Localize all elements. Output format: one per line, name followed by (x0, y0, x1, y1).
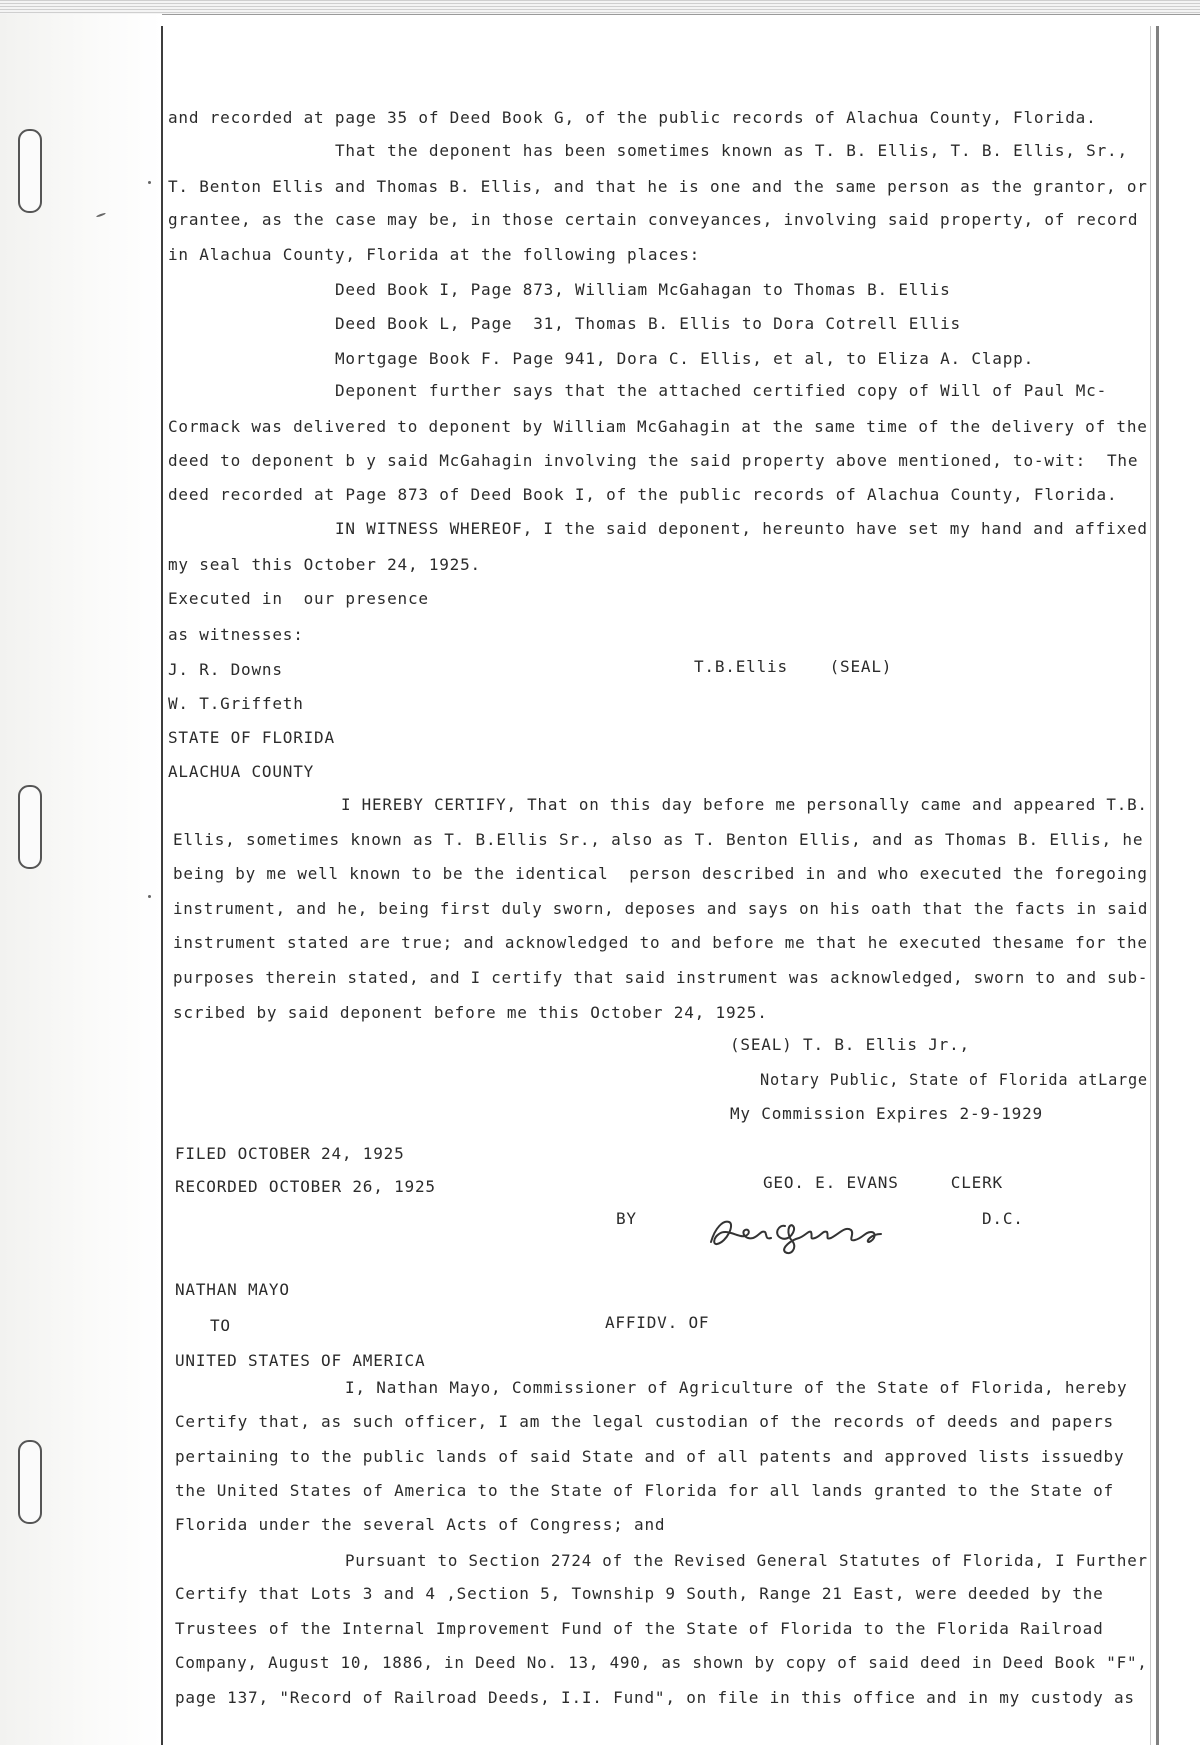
text-line: BY (616, 1209, 637, 1228)
text-line: deed to deponent b y said McGahagin involving the said property above mentioned, to-wit: The (168, 451, 1139, 470)
text-line: purposes therein stated, and I certify that said instrument was acknowledged, sworn to and sub- (173, 968, 1149, 987)
text-line: J. R. Downs (168, 660, 283, 679)
text-line: GEO. E. EVANS CLERK (763, 1173, 1003, 1192)
text-line: in Alachua County, Florida at the following places: (168, 245, 701, 264)
text-line: Executed in our presence (168, 589, 429, 608)
text-line: Florida under the several Acts of Congress; and (175, 1515, 666, 1534)
text-line: RECORDED OCTOBER 26, 1925 (175, 1177, 436, 1196)
handwritten-signature (705, 1208, 945, 1258)
text-line: I HEREBY CERTIFY, That on this day before me personally came and appeared T.B. (341, 795, 1148, 814)
text-line: being by me well known to be the identical person described in and who executed the foregoing (173, 864, 1148, 883)
text-line: T. Benton Ellis and Thomas B. Ellis, and that he is one and the same person as the grantor, or (168, 177, 1148, 196)
text-line: IN WITNESS WHEREOF, I the said deponent, hereunto have set my hand and affixed (335, 519, 1148, 538)
text-line: FILED OCTOBER 24, 1925 (175, 1144, 405, 1163)
text-line: D.C. (982, 1209, 1024, 1228)
text-line: instrument, and he, being first duly sworn, deposes and says on his oath that the facts in said (173, 899, 1149, 918)
text-line: and recorded at page 35 of Deed Book G, of the public records of Alachua County, Florida. (168, 108, 1097, 127)
text-line: Trustees of the Internal Improvement Fund of the State of Florida to the Florida Railroad (175, 1619, 1104, 1638)
text-line: Pursuant to Section 2724 of the Revised General Statutes of Florida, I Further (345, 1551, 1148, 1570)
text-line: Mortgage Book F. Page 941, Dora C. Ellis, et al, to Eliza A. Clapp. (335, 349, 1034, 368)
text-line: pertaining to the public lands of said State and of all patents and approved lists issuedby (175, 1447, 1125, 1466)
text-line: deed recorded at Page 873 of Deed Book I, of the public records of Alachua County, Florida. (168, 485, 1118, 504)
text-line: AFFIDV. OF (605, 1313, 710, 1332)
text-line: as witnesses: (168, 625, 304, 644)
text-line: W. T.Griffeth (168, 694, 304, 713)
text-line: UNITED STATES OF AMERICA (175, 1351, 426, 1370)
text-line: scribed by said deponent before me this October 24, 1925. (173, 1003, 768, 1022)
text-line: page 137, "Record of Railroad Deeds, I.I. Fund", on file in this office and in my custody as (175, 1688, 1135, 1707)
text-line: Certify that Lots 3 and 4 ,Section 5, Township 9 South, Range 21 East, were deeded by the (175, 1584, 1104, 1603)
text-line: My Commission Expires 2-9-1929 (730, 1104, 1043, 1123)
text-line: (SEAL) T. B. Ellis Jr., (730, 1035, 970, 1054)
text-line: Certify that, as such officer, I am the legal custodian of the records of deeds and papers (175, 1412, 1114, 1431)
text-line: Deed Book I, Page 873, William McGahagan to Thomas B. Ellis (335, 280, 951, 299)
text-line: my seal this October 24, 1925. (168, 555, 481, 574)
text-line: Cormack was delivered to deponent by William McGahagin at the same time of the delivery of the (168, 417, 1148, 436)
text-line: TO (210, 1316, 231, 1335)
text-line: That the deponent has been sometimes known as T. B. Ellis, T. B. Ellis, Sr., (335, 141, 1128, 160)
text-line: I, Nathan Mayo, Commissioner of Agriculture of the State of Florida, hereby (345, 1378, 1128, 1397)
text-line: Company, August 10, 1886, in Deed No. 13, 490, as shown by copy of said deed in Deed Book "F", (175, 1653, 1148, 1672)
text-line: grantee, as the case may be, in those certain conveyances, involving said property, of record (168, 210, 1139, 229)
text-line: STATE OF FLORIDA (168, 728, 335, 747)
text-line: Deponent further says that the attached certified copy of Will of Paul Mc- (335, 381, 1108, 400)
text-line: T.B.Ellis (SEAL) (694, 657, 893, 676)
text-line: Deed Book L, Page 31, Thomas B. Ellis to Dora Cotrell Ellis (335, 314, 961, 333)
text-line: Ellis, sometimes known as T. B.Ellis Sr., also as T. Benton Ellis, and as Thomas B. Ellis, he (173, 830, 1144, 849)
text-line: NATHAN MAYO (175, 1280, 290, 1299)
text-line: the United States of America to the State of Florida for all lands granted to the State of (175, 1481, 1114, 1500)
text-line: Notary Public, State of Florida atLarge (760, 1070, 1148, 1089)
text-line: instrument stated are true; and acknowledged to and before me that he executed thesame for the (173, 933, 1148, 952)
text-line: ALACHUA COUNTY (168, 762, 315, 781)
